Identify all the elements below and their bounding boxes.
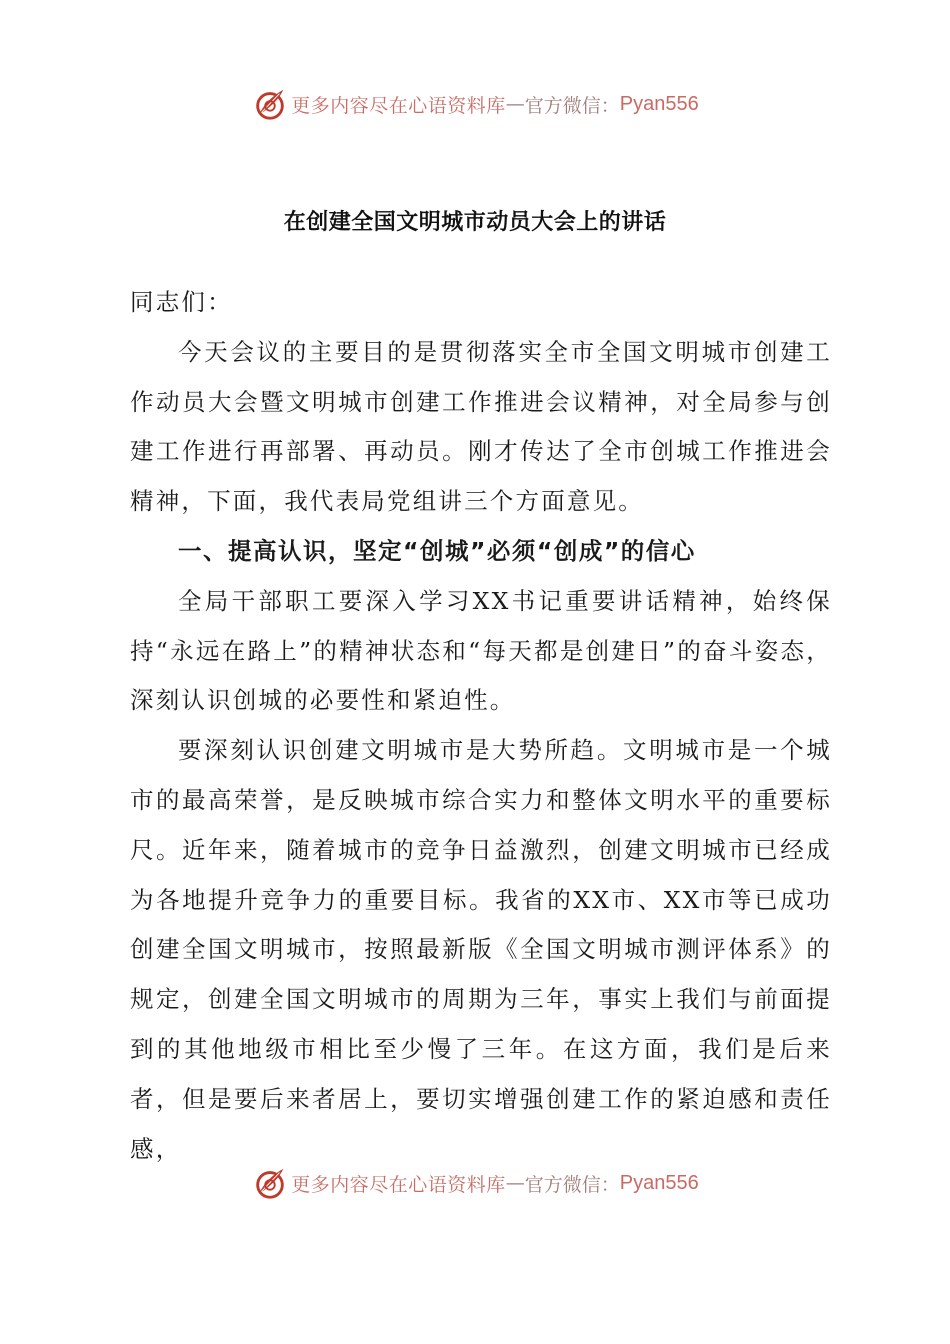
banner-separator: — [505, 1172, 525, 1194]
feather-seal-logo-icon [251, 1164, 289, 1202]
feather-seal-logo-icon [251, 85, 289, 123]
section-heading: 一、提高认识，坚定“创城”必须“创成”的信心 [178, 536, 696, 565]
paragraph: 要深刻认识创建文明城市是大势所趋。文明城市是一个城市的最高荣誉，是反映城市综合实力和整体文明水平的重要标尺。近年来，随着城市的竞争日益激烈，创建文明城市已经成为各地提升竞争力的重要目标。我省的XX市、XX市等已成功创建全国文明城市，按照最新版《全国文明城市测评体系》的规定，创建全国文明城市的周期为三年，事实上我们与前面提到的其他地级市相比至少慢了三年。在这方面，我们是后来者，但是要后来者居上，要切实增强创建工作的紧迫感和责任感， [130, 736, 832, 1163]
footer-watermark-banner [0, 1161, 950, 1205]
banner-brand-text: 更多内容尽在心语资料库 [291, 1173, 506, 1196]
header-watermark-banner [0, 82, 950, 126]
document-title: 在创建全国文明城市动员大会上的讲话 [283, 210, 667, 235]
document-body [130, 278, 832, 1174]
banner-separator: — [505, 93, 525, 115]
paragraph: 今天会议的主要目的是贯彻落实全市全国文明城市创建工作动员大会暨文明城市创建工作推进会议精神，对全局参与创建工作进行再部署、再动员。刚才传达了全市创城工作推进会精神，下面，我代表局党组讲三个方面意见。 [130, 337, 832, 516]
banner-wechat-id: Pyan556 [619, 1171, 699, 1194]
paragraph: 全局干部职工要深入学习XX书记重要讲话精神，始终保持“永远在路上”的精神状态和“每天都是创建日”的奋斗姿态，深刻认识创城的必要性和紧迫性。 [130, 586, 832, 715]
banner-wechat-id: Pyan556 [619, 92, 699, 115]
banner-wechat-label: 官方微信： [524, 1173, 620, 1196]
banner-brand-text: 更多内容尽在心语资料库 [291, 94, 506, 117]
salutation: 同志们： [130, 288, 233, 316]
banner-wechat-label: 官方微信： [524, 94, 620, 117]
